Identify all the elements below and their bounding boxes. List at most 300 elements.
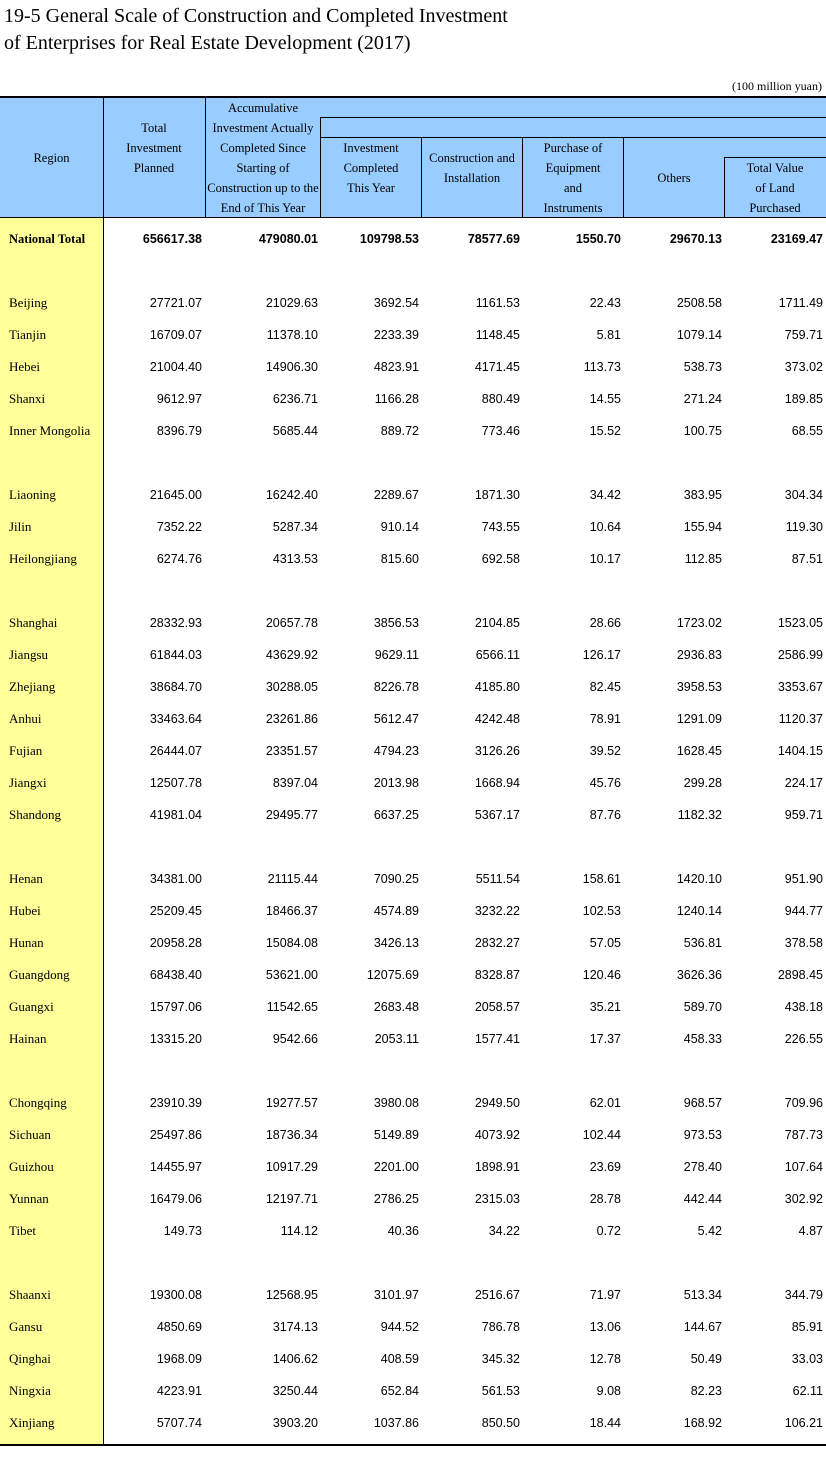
- table-bottom-rule: [0, 1444, 826, 1446]
- region-name: Shandong: [9, 807, 61, 822]
- value-cell: 106.21: [784, 1416, 823, 1430]
- table-row: [0, 1407, 826, 1439]
- value-cell: 13.06: [589, 1320, 621, 1334]
- value-cell: 5.42: [697, 1224, 722, 1238]
- value-cell: 34.42: [589, 488, 621, 502]
- value-cell: 959.71: [784, 808, 823, 822]
- value-cell: 45.76: [589, 776, 621, 790]
- value-cell: 155.94: [683, 520, 722, 534]
- region-name: Jiangxi: [9, 775, 47, 790]
- value-cell: 692.58: [481, 552, 520, 566]
- value-cell: 1898.91: [474, 1160, 520, 1174]
- value-cell: 20958.28: [149, 936, 202, 950]
- value-cell: 786.78: [481, 1320, 520, 1334]
- table-row: [0, 607, 826, 639]
- value-cell: 39.52: [589, 744, 621, 758]
- value-cell: 3692.54: [373, 296, 419, 310]
- value-cell: 1161.53: [475, 296, 520, 310]
- value-cell: 21029.63: [265, 296, 318, 310]
- region-name: Shanxi: [9, 391, 46, 406]
- region-name: Chongqing: [9, 1095, 67, 1110]
- value-cell: 513.34: [683, 1288, 722, 1302]
- value-cell: 82.23: [690, 1384, 722, 1398]
- region-name: Yunnan: [9, 1191, 49, 1206]
- value-cell: 2898.45: [777, 968, 823, 982]
- value-cell: 3250.44: [272, 1384, 318, 1398]
- table-row: [0, 1311, 826, 1343]
- value-cell: 973.53: [683, 1128, 722, 1142]
- value-cell: 438.18: [784, 1000, 823, 1014]
- value-cell: 2683.48: [373, 1000, 419, 1014]
- value-cell: 1968.09: [156, 1352, 202, 1366]
- value-cell: 12197.71: [265, 1192, 318, 1206]
- value-cell: 5367.17: [474, 808, 520, 822]
- table-row: [0, 863, 826, 895]
- value-cell: 5149.89: [373, 1128, 419, 1142]
- value-cell: 5511.54: [475, 872, 520, 886]
- value-cell: 102.53: [582, 904, 621, 918]
- value-cell: 299.28: [683, 776, 722, 790]
- value-cell: 2013.98: [373, 776, 419, 790]
- value-cell: 12075.69: [366, 968, 419, 982]
- region-name: Shanghai: [9, 615, 58, 630]
- value-cell: 442.44: [683, 1192, 722, 1206]
- value-cell: 7090.25: [373, 872, 419, 886]
- value-cell: 1406.62: [272, 1352, 318, 1366]
- table-row: [0, 767, 826, 799]
- value-cell: 3232.22: [474, 904, 520, 918]
- table-row: [0, 799, 826, 831]
- value-cell: 271.24: [683, 392, 722, 406]
- table-row: [0, 895, 826, 927]
- value-cell: 850.50: [481, 1416, 520, 1430]
- value-cell: 28.78: [589, 1192, 621, 1206]
- value-cell: 1723.02: [676, 616, 722, 630]
- value-cell: 34381.00: [149, 872, 202, 886]
- value-cell: 11378.10: [266, 328, 318, 342]
- value-cell: 68.55: [791, 424, 823, 438]
- header-completed-this-year: Investment Completed This Year: [343, 141, 399, 195]
- value-cell: 5685.44: [272, 424, 318, 438]
- table-row: [0, 1343, 826, 1375]
- table-row: [0, 543, 826, 575]
- value-cell: 4.87: [798, 1224, 823, 1238]
- value-cell: 16479.06: [149, 1192, 202, 1206]
- value-cell: 16242.40: [265, 488, 318, 502]
- value-cell: 23169.47: [770, 232, 823, 246]
- table-row: [0, 383, 826, 415]
- value-cell: 100.75: [683, 424, 722, 438]
- value-cell: 38684.70: [149, 680, 202, 694]
- value-cell: 759.71: [784, 328, 823, 342]
- value-cell: 743.55: [481, 520, 520, 534]
- value-cell: 8396.79: [156, 424, 202, 438]
- value-cell: 14455.97: [149, 1160, 202, 1174]
- value-cell: 1037.86: [373, 1416, 419, 1430]
- value-cell: 22.43: [589, 296, 621, 310]
- value-cell: 1668.94: [474, 776, 520, 790]
- value-cell: 33.03: [791, 1352, 823, 1366]
- value-cell: 2201.00: [373, 1160, 419, 1174]
- region-name: National Total: [9, 232, 86, 246]
- table-row: [0, 1375, 826, 1407]
- value-cell: 880.49: [481, 392, 520, 406]
- header-region: Region: [33, 150, 70, 165]
- value-cell: 589.70: [683, 1000, 722, 1014]
- value-cell: 773.46: [481, 424, 520, 438]
- value-cell: 656617.38: [142, 232, 202, 246]
- value-cell: 815.60: [380, 552, 419, 566]
- value-cell: 62.11: [792, 1384, 823, 1398]
- value-cell: 17.37: [589, 1032, 621, 1046]
- header-equipment: Purchase of Equipment and Instruments: [543, 140, 603, 215]
- table-row: [0, 287, 826, 319]
- value-cell: 4242.48: [474, 712, 520, 726]
- value-cell: 40.36: [387, 1224, 419, 1238]
- value-cell: 2289.67: [373, 488, 419, 502]
- value-cell: 1148.45: [475, 328, 520, 342]
- table-row: [0, 991, 826, 1023]
- value-cell: 9542.66: [272, 1032, 318, 1046]
- value-cell: 82.45: [589, 680, 621, 694]
- value-cell: 33463.64: [149, 712, 202, 726]
- value-cell: 27721.07: [149, 296, 202, 310]
- value-cell: 7352.22: [156, 520, 202, 534]
- value-cell: 1166.28: [374, 392, 419, 406]
- table-row: [0, 1215, 826, 1247]
- value-cell: 5612.47: [373, 712, 419, 726]
- header-total-planned: Total Investment Planned: [126, 121, 182, 175]
- value-cell: 14.55: [589, 392, 621, 406]
- value-cell: 168.92: [683, 1416, 722, 1430]
- value-cell: 944.52: [380, 1320, 419, 1334]
- table-title-line2: of Enterprises for Real Estate Development (2017): [4, 32, 411, 54]
- value-cell: 12.78: [589, 1352, 621, 1366]
- value-cell: 53621.00: [265, 968, 318, 982]
- table-row: [0, 1183, 826, 1215]
- value-cell: 652.84: [380, 1384, 419, 1398]
- value-cell: 1550.70: [575, 232, 621, 246]
- value-cell: 71.97: [589, 1288, 621, 1302]
- value-cell: 4794.23: [373, 744, 419, 758]
- table-row: [0, 1119, 826, 1151]
- region-name: Guizhou: [9, 1159, 54, 1174]
- value-cell: 8226.78: [373, 680, 419, 694]
- value-cell: 968.57: [683, 1096, 722, 1110]
- value-cell: 2104.85: [474, 616, 520, 630]
- value-cell: 345.32: [481, 1352, 520, 1366]
- table-row: [0, 1087, 826, 1119]
- value-cell: 787.73: [784, 1128, 823, 1142]
- table-row: [0, 671, 826, 703]
- value-cell: 10.17: [589, 552, 621, 566]
- value-cell: 112.85: [684, 552, 722, 566]
- value-cell: 57.05: [589, 936, 621, 950]
- region-name: Sichuan: [9, 1127, 51, 1142]
- region-name: Guangxi: [9, 999, 54, 1014]
- table-row: [0, 479, 826, 511]
- value-cell: 1079.14: [676, 328, 722, 342]
- value-cell: 6637.25: [373, 808, 419, 822]
- region-name: Shaanxi: [9, 1287, 51, 1302]
- value-cell: 11542.65: [266, 1000, 318, 1014]
- value-cell: 68438.40: [149, 968, 202, 982]
- value-cell: 1711.49: [778, 296, 823, 310]
- value-cell: 12507.78: [149, 776, 202, 790]
- region-name: Zhejiang: [9, 679, 56, 694]
- value-cell: 149.73: [163, 1224, 202, 1238]
- value-cell: 4185.80: [474, 680, 520, 694]
- header-construction: Construction and Installation: [429, 151, 515, 185]
- value-cell: 26444.07: [149, 744, 202, 758]
- region-name: Qinghai: [9, 1351, 51, 1366]
- value-cell: 4171.45: [474, 360, 520, 374]
- table-row: [0, 703, 826, 735]
- value-cell: 16709.07: [149, 328, 202, 342]
- value-cell: 9.08: [596, 1384, 621, 1398]
- value-cell: 3174.13: [272, 1320, 318, 1334]
- value-cell: 18736.34: [265, 1128, 318, 1142]
- table-row: [0, 1279, 826, 1311]
- table-row: [0, 1151, 826, 1183]
- region-name: Hainan: [9, 1031, 47, 1046]
- value-cell: 85.91: [791, 1320, 823, 1334]
- value-cell: 144.67: [683, 1320, 722, 1334]
- value-cell: 15084.08: [265, 936, 318, 950]
- value-cell: 5707.74: [156, 1416, 202, 1430]
- value-cell: 5287.34: [272, 520, 318, 534]
- value-cell: 21115.44: [267, 872, 318, 886]
- value-cell: 1291.09: [676, 712, 722, 726]
- value-cell: 13315.20: [149, 1032, 202, 1046]
- value-cell: 114.12: [280, 1224, 318, 1238]
- value-cell: 34.22: [488, 1224, 520, 1238]
- value-cell: 226.55: [784, 1032, 823, 1046]
- value-cell: 87.76: [589, 808, 621, 822]
- value-cell: 18466.37: [265, 904, 318, 918]
- table-row: [0, 223, 826, 255]
- value-cell: 1404.15: [777, 744, 823, 758]
- value-cell: 23.69: [589, 1160, 621, 1174]
- header-bottom-rule: [0, 217, 826, 218]
- value-cell: 61844.03: [149, 648, 202, 662]
- region-name: Inner Mongolia: [9, 423, 91, 438]
- region-name: Fujian: [9, 743, 43, 758]
- value-cell: 41981.04: [149, 808, 202, 822]
- value-cell: 458.33: [683, 1032, 722, 1046]
- value-cell: 1420.10: [676, 872, 722, 886]
- value-cell: 10.64: [589, 520, 621, 534]
- value-cell: 910.14: [380, 520, 419, 534]
- value-cell: 10917.29: [265, 1160, 318, 1174]
- region-name: Guangdong: [9, 967, 70, 982]
- table-row: [0, 415, 826, 447]
- value-cell: 158.61: [582, 872, 621, 886]
- value-cell: 4823.91: [373, 360, 419, 374]
- value-cell: 3856.53: [373, 616, 419, 630]
- value-cell: 278.40: [683, 1160, 722, 1174]
- value-cell: 189.85: [784, 392, 823, 406]
- table-row: [0, 511, 826, 543]
- value-cell: 14906.30: [265, 360, 318, 374]
- table-row: [0, 319, 826, 351]
- value-cell: 15797.06: [149, 1000, 202, 1014]
- table-row: [0, 959, 826, 991]
- value-cell: 107.64: [784, 1160, 823, 1174]
- value-cell: 1523.05: [777, 616, 823, 630]
- value-cell: 23261.86: [265, 712, 318, 726]
- value-cell: 2053.11: [374, 1032, 419, 1046]
- value-cell: 302.92: [784, 1192, 823, 1206]
- value-cell: 6236.71: [272, 392, 318, 406]
- value-cell: 43629.92: [265, 648, 318, 662]
- value-cell: 3101.97: [373, 1288, 419, 1302]
- value-cell: 1120.37: [778, 712, 823, 726]
- value-cell: 120.46: [582, 968, 621, 982]
- value-cell: 1871.30: [474, 488, 520, 502]
- value-cell: 2586.99: [777, 648, 823, 662]
- region-name: Jiangsu: [9, 647, 48, 662]
- value-cell: 4223.91: [156, 1384, 202, 1398]
- region-name: Tianjin: [9, 327, 47, 342]
- header-accumulative: Accumulative Investment Actually Completed Since Starting of Construction up to the End of This Year: [207, 100, 319, 215]
- value-cell: 25209.45: [149, 904, 202, 918]
- value-cell: 28.66: [589, 616, 621, 630]
- value-cell: 19300.08: [149, 1288, 202, 1302]
- value-cell: 538.73: [683, 360, 722, 374]
- value-cell: 378.58: [784, 936, 823, 950]
- value-cell: 3353.67: [777, 680, 823, 694]
- value-cell: 5.81: [596, 328, 621, 342]
- value-cell: 1182.32: [677, 808, 722, 822]
- region-name: Heilongjiang: [9, 551, 77, 566]
- value-cell: 344.79: [784, 1288, 823, 1302]
- value-cell: 15.52: [589, 424, 621, 438]
- value-cell: 373.02: [784, 360, 823, 374]
- table-row: [0, 1023, 826, 1055]
- value-cell: 6274.76: [156, 552, 202, 566]
- value-cell: 8328.87: [474, 968, 520, 982]
- region-name: Hebei: [9, 359, 41, 374]
- value-cell: 62.01: [589, 1096, 621, 1110]
- value-cell: 4313.53: [272, 552, 318, 566]
- value-cell: 23351.57: [265, 744, 318, 758]
- value-cell: 102.44: [582, 1128, 621, 1142]
- value-cell: 20657.78: [265, 616, 318, 630]
- region-name: Gansu: [9, 1319, 43, 1334]
- value-cell: 12568.95: [265, 1288, 318, 1302]
- region-name: Anhui: [9, 711, 42, 726]
- value-cell: 951.90: [784, 872, 823, 886]
- region-name: Ningxia: [9, 1383, 51, 1398]
- value-cell: 78577.69: [467, 232, 520, 246]
- value-cell: 23910.39: [149, 1096, 202, 1110]
- region-name: Jilin: [9, 519, 32, 534]
- value-cell: 29670.13: [669, 232, 722, 246]
- value-cell: 2949.50: [474, 1096, 520, 1110]
- table-row: [0, 735, 826, 767]
- value-cell: 3126.26: [474, 744, 520, 758]
- value-cell: 9629.11: [374, 648, 419, 662]
- value-cell: 479080.01: [258, 232, 318, 246]
- value-cell: 4574.89: [373, 904, 419, 918]
- value-cell: 1577.41: [474, 1032, 520, 1046]
- value-cell: 9612.97: [156, 392, 202, 406]
- value-cell: 109798.53: [359, 232, 419, 246]
- value-cell: 126.17: [582, 648, 621, 662]
- value-cell: 2058.57: [474, 1000, 520, 1014]
- value-cell: 1240.14: [676, 904, 722, 918]
- value-cell: 561.53: [481, 1384, 520, 1398]
- value-cell: 4073.92: [474, 1128, 520, 1142]
- value-cell: 3626.36: [676, 968, 722, 982]
- region-name: Hubei: [9, 903, 41, 918]
- value-cell: 408.59: [380, 1352, 419, 1366]
- value-cell: 28332.93: [149, 616, 202, 630]
- value-cell: 50.49: [690, 1352, 722, 1366]
- region-name: Henan: [9, 871, 43, 886]
- table-row: [0, 351, 826, 383]
- table-row: [0, 639, 826, 671]
- value-cell: 889.72: [380, 424, 419, 438]
- value-cell: 21004.40: [149, 360, 202, 374]
- value-cell: 2832.27: [474, 936, 520, 950]
- value-cell: 87.51: [791, 552, 823, 566]
- value-cell: 25497.86: [149, 1128, 202, 1142]
- value-cell: 18.44: [589, 1416, 621, 1430]
- value-cell: 944.77: [784, 904, 823, 918]
- header-others: Others: [657, 170, 691, 185]
- header-top-rule: [0, 96, 826, 98]
- table-title-line1: 19-5 General Scale of Construction and Completed Investment: [4, 5, 508, 27]
- value-cell: 224.17: [784, 776, 823, 790]
- region-name: Tibet: [9, 1223, 36, 1238]
- value-cell: 3980.08: [373, 1096, 419, 1110]
- region-name: Beijing: [9, 295, 48, 310]
- value-cell: 2516.67: [474, 1288, 520, 1302]
- header-land-purchased: Total Value of Land Purchased: [746, 160, 804, 215]
- value-cell: 3426.13: [373, 936, 419, 950]
- value-cell: 35.21: [589, 1000, 621, 1014]
- value-cell: 19277.57: [265, 1096, 318, 1110]
- value-cell: 113.73: [583, 360, 621, 374]
- value-cell: 709.96: [784, 1096, 823, 1110]
- value-cell: 21645.00: [149, 488, 202, 502]
- value-cell: 4850.69: [156, 1320, 202, 1334]
- value-cell: 29495.77: [265, 808, 318, 822]
- table-row: [0, 927, 826, 959]
- value-cell: 2233.39: [373, 328, 419, 342]
- value-cell: 2508.58: [676, 296, 722, 310]
- region-name: Liaoning: [9, 487, 56, 502]
- value-cell: 3958.53: [676, 680, 722, 694]
- value-cell: 2936.83: [676, 648, 722, 662]
- value-cell: 78.91: [589, 712, 621, 726]
- value-cell: 0.72: [596, 1224, 621, 1238]
- value-cell: 8397.04: [272, 776, 318, 790]
- region-name: Xinjiang: [9, 1415, 55, 1430]
- value-cell: 6566.11: [475, 648, 520, 662]
- value-cell: 2786.25: [373, 1192, 419, 1206]
- value-cell: 383.95: [683, 488, 722, 502]
- value-cell: 3903.20: [272, 1416, 318, 1430]
- value-cell: 119.30: [785, 520, 823, 534]
- unit-label: (100 million yuan): [732, 79, 822, 93]
- value-cell: 2315.03: [474, 1192, 520, 1206]
- region-name: Hunan: [9, 935, 44, 950]
- value-cell: 30288.05: [265, 680, 318, 694]
- value-cell: 536.81: [683, 936, 722, 950]
